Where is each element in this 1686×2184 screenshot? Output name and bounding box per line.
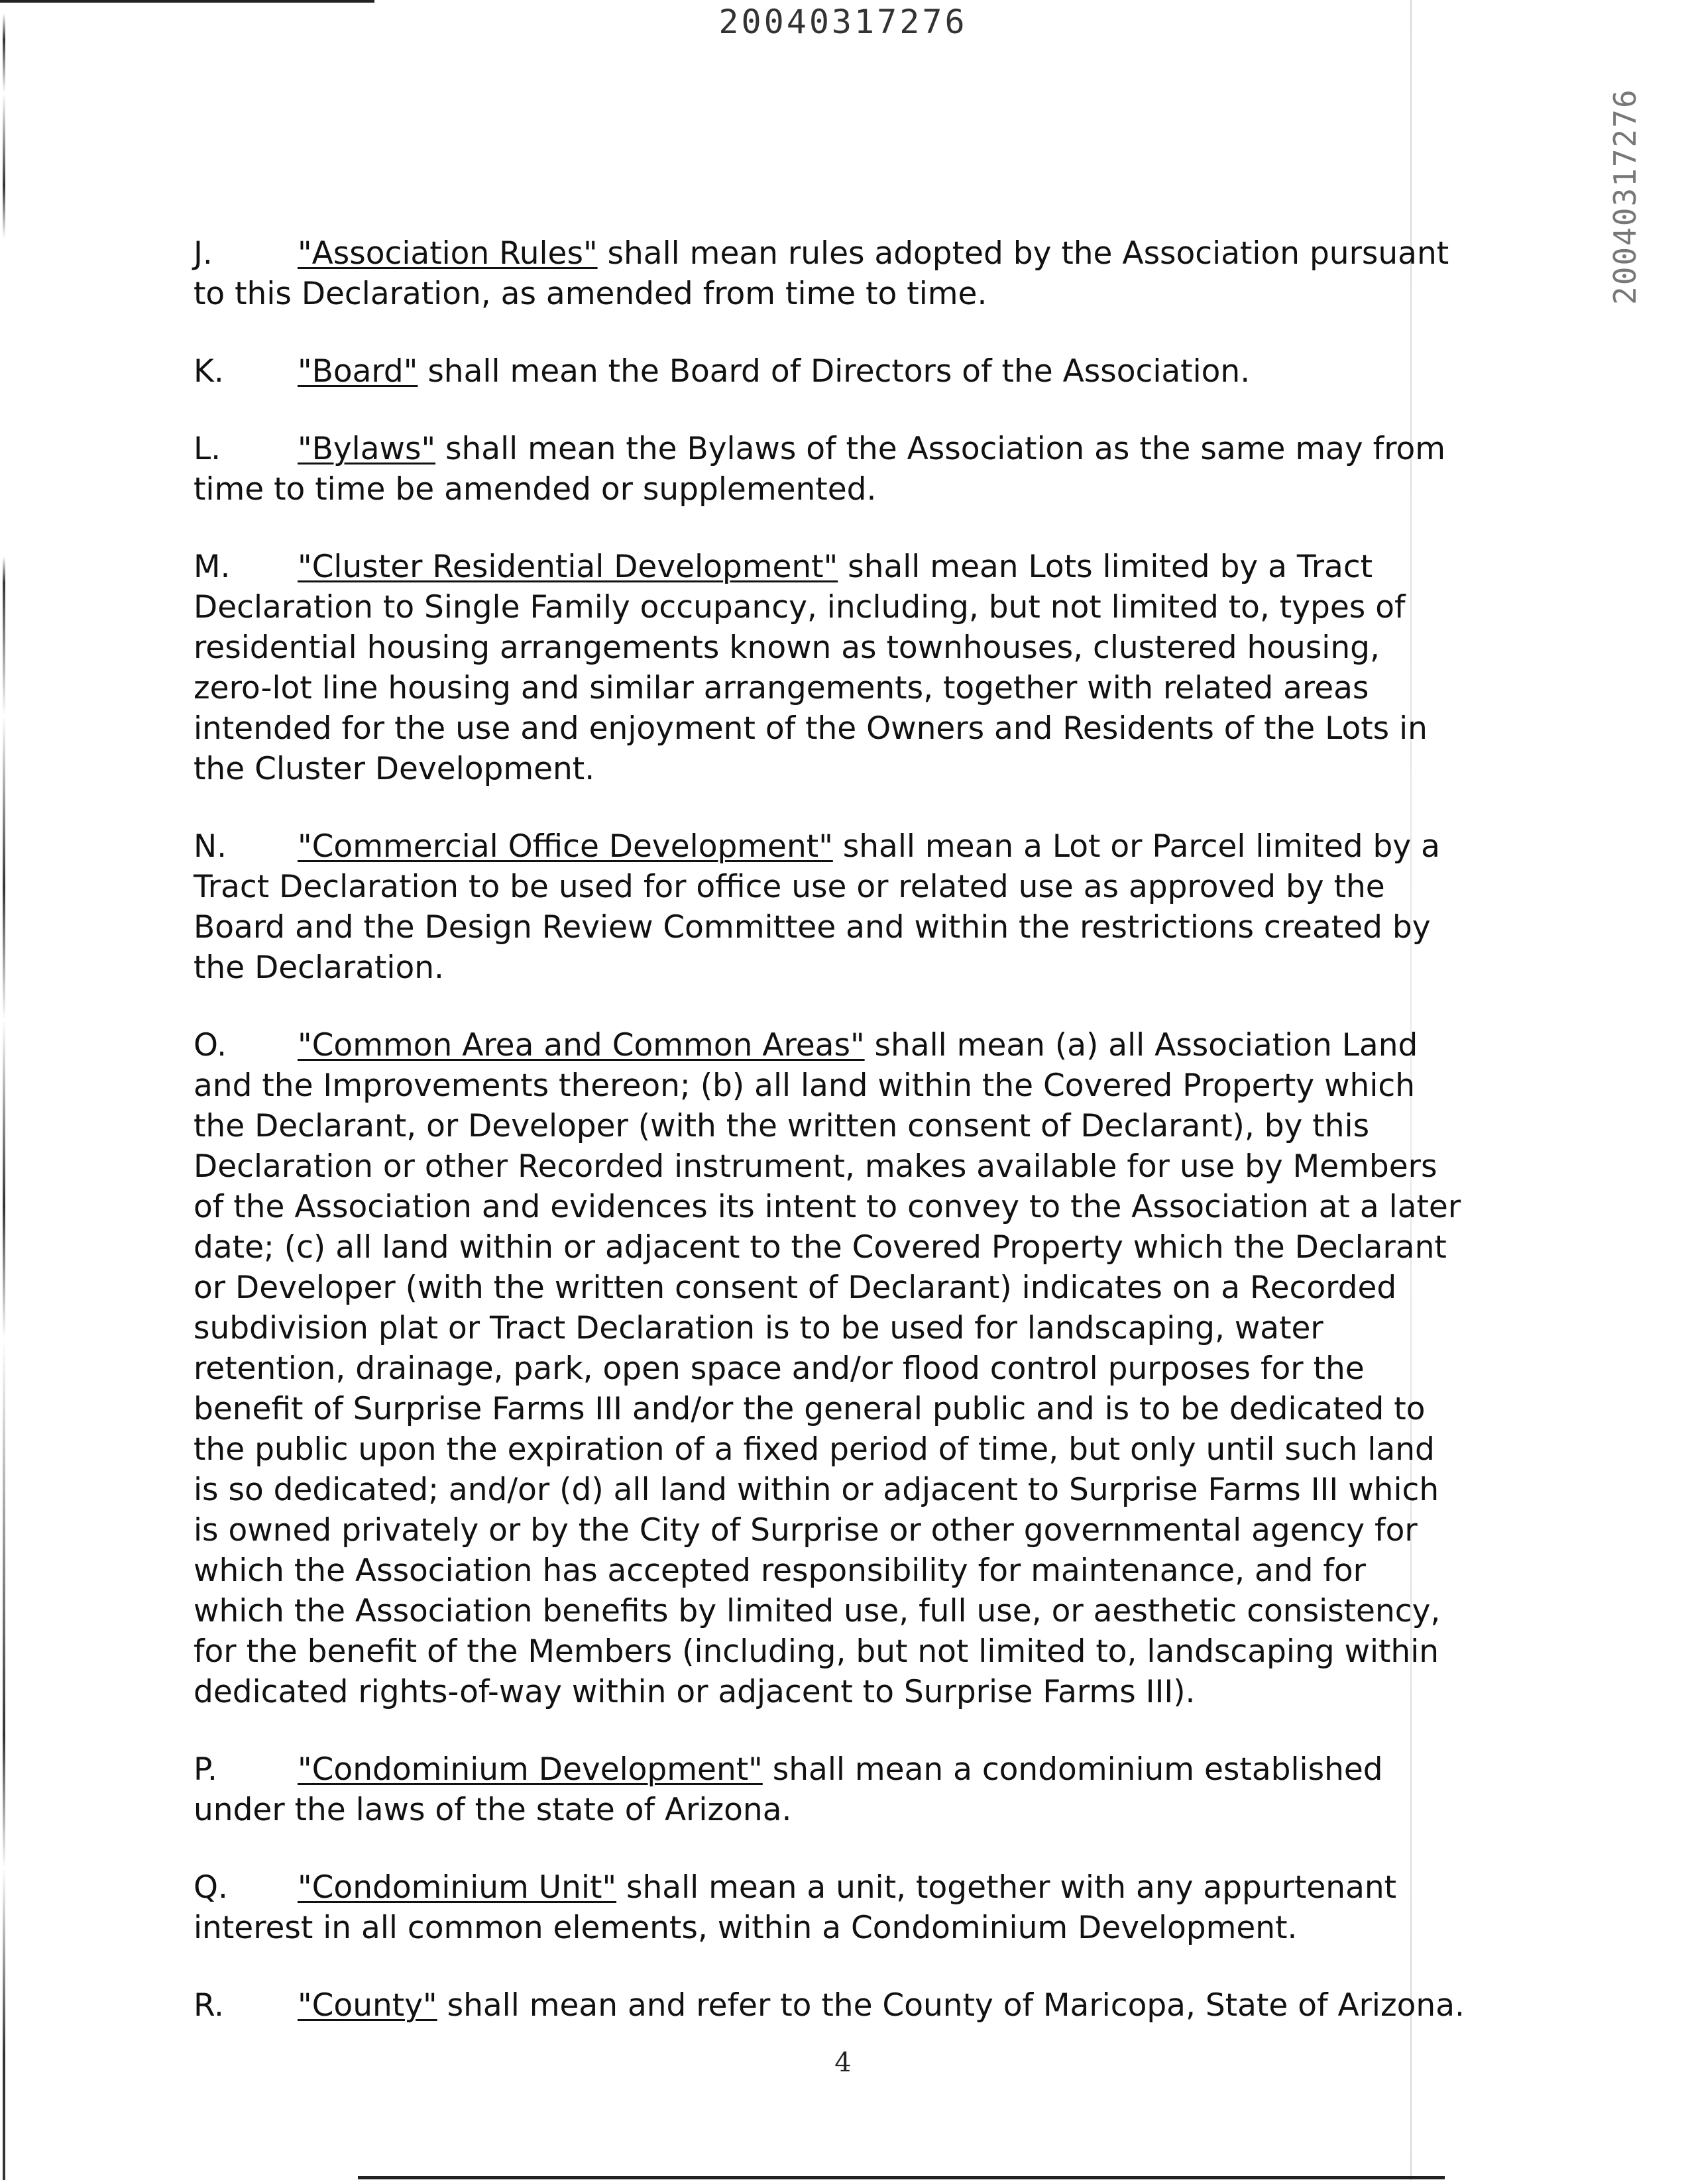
definition-letter: K.: [194, 353, 224, 390]
definition-k: [194, 351, 1466, 392]
definition-letter: M.: [194, 549, 231, 585]
definition-n: [194, 826, 1466, 988]
definition-text: shall mean the Board of Directors of the Association.: [418, 353, 1251, 390]
definition-term: "Condominium Development": [298, 1751, 763, 1788]
definition-text: shall mean a Lot or Parcel limited by a Tract Declaration to be used for office use or related use as approved by the Board and the Design Review Committee and within the restrictions created by the Declaration.: [194, 828, 1440, 986]
definition-letter: J.: [194, 235, 213, 272]
definition-text: shall mean Lots limited by a Tract Declaration to Single Family occupancy, including, but not limited to, types of residential housing arrangements known as townhouses, clustered housing, zero-lot line housing and similar arrangements, together with related areas intended for the use and enjoyment of the Owners and Residents of the Lots in the Cluster Development.: [194, 549, 1428, 787]
definition-text: shall mean the Bylaws of the Association as the same may from time to time be amended or supplemented.: [194, 431, 1446, 508]
definition-letter: O.: [194, 1027, 227, 1064]
definition-letter: Q.: [194, 1869, 228, 1906]
definition-term: "Condominium Unit": [298, 1869, 617, 1906]
definition-term: "County": [298, 1987, 437, 2024]
scan-left-edge: [3, 13, 5, 2180]
definition-letter: N.: [194, 828, 227, 865]
definition-term: "Cluster Residential Development": [298, 549, 838, 585]
definition-text: shall mean (a) all Association Land and the Improvements thereon; (b) all land within the Covered Property which the Declarant, or Developer (with the written consent of Declarant), by this Declaration or other Recorded instrument, makes available for use by Members of the Association and evidences its intent to convey to the Association at a later date; (c) all land within or adjacent to the Covered Property which the Declarant or Developer (with the written consent of Declarant) indicates on a Recorded subdivision plat or Tract Declaration is to be used for landscaping, water retention, drainage, park, open space and/or flood control purposes for the benefit of Surprise Farms III and/or the general public and is to be dedicated to the public upon the expiration of a fixed period of time, but only until such land is so dedicated; and/or (d) all land within or adjacent to Surprise Farms III which is owned privately or by the City of Surprise or other governmental agency for which the Association has accepted responsibility for maintenance, and for which the Association benefits by limited use, full use, or aesthetic consistency, for the benefit of the Members (including, but not limited to, landscaping within dedicated rights-of-way within or adjacent to Surprise Farms III).: [194, 1027, 1461, 1710]
definition-text: shall mean rules adopted by the Association pursuant to this Declaration, as amended from time to time.: [194, 235, 1449, 312]
page-number: 4: [834, 2048, 852, 2078]
definition-q: [194, 1867, 1466, 1948]
definition-term: "Common Area and Common Areas": [298, 1027, 865, 1064]
definition-term: "Bylaws": [298, 431, 436, 467]
definition-term: "Commercial Office Development": [298, 828, 833, 865]
definition-o: [194, 1025, 1466, 1712]
definition-letter: R.: [194, 1987, 224, 2024]
definition-text: shall mean and refer to the County of Maricopa, State of Arizona.: [437, 1987, 1465, 2024]
bottom-rule: [358, 2176, 1445, 2179]
document-number: 20040317276: [718, 3, 968, 41]
definition-m: [194, 547, 1466, 789]
definition-letter: P.: [194, 1751, 217, 1788]
definition-p: [194, 1749, 1466, 1830]
definition-letter: L.: [194, 431, 221, 467]
definition-l: [194, 429, 1466, 510]
definition-r: [194, 1985, 1466, 2026]
definition-text: shall mean a unit, together with any appurtenant interest in all common elements, within a Condominium Development.: [194, 1869, 1397, 1946]
definition-j: [194, 233, 1466, 314]
side-stamp: 20040317276: [1607, 88, 1643, 305]
definition-term: "Association Rules": [298, 235, 598, 272]
definition-term: "Board": [298, 353, 418, 390]
definitions-body: [194, 233, 1466, 2063]
definition-text: shall mean a condominium established under the laws of the state of Arizona.: [194, 1751, 1383, 1828]
